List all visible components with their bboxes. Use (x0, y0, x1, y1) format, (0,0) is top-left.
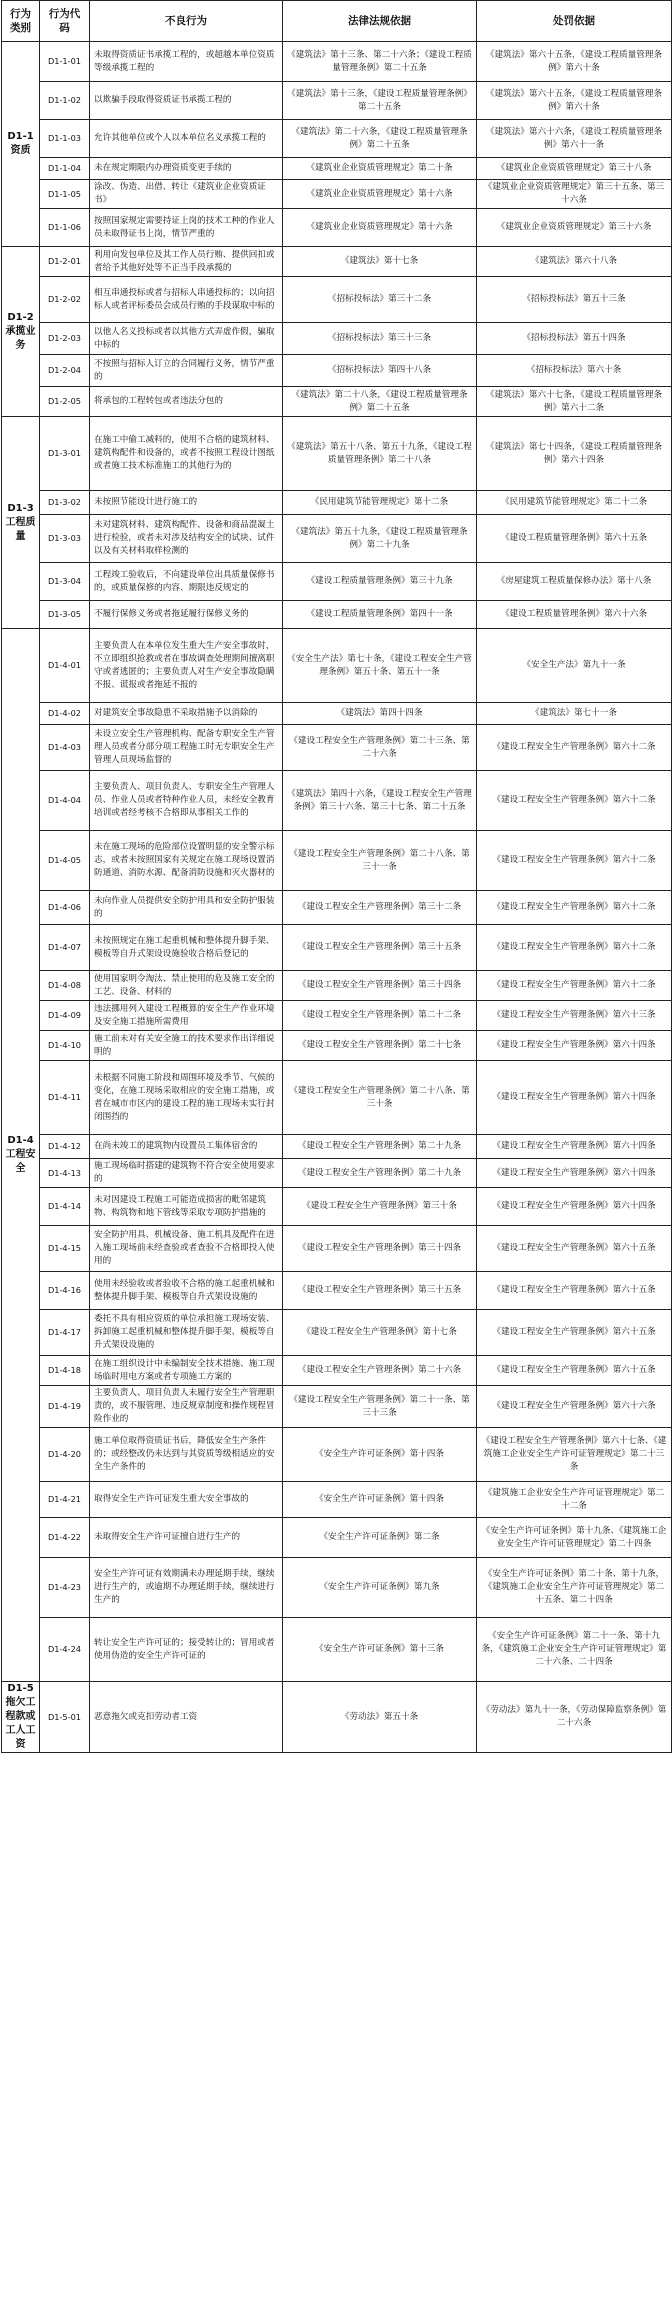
behavior-cell: 涂改、伪造、出借、转让《建筑业企业资质证书》 (90, 180, 283, 209)
behavior-cell: 以欺骗手段取得资质证书承揽工程的 (90, 82, 283, 120)
penalty-cell: 《建筑法》第七十四条，《建设工程质量管理条例》第六十四条 (477, 417, 672, 491)
header-law: 法律法规依据 (283, 1, 477, 42)
law-cell: 《建筑法》第十三条，《建设工程质量管理条例》第二十五条 (283, 82, 477, 120)
law-cell: 《建筑业企业资质管理规定》第二十条 (283, 158, 477, 180)
law-cell: 《建设工程安全生产管理条例》第三十二条 (283, 891, 477, 925)
penalty-cell: 《建筑法》第六十五条，《建设工程质量管理条例》第六十条 (477, 42, 672, 82)
penalty-cell: 《建设工程安全生产管理条例》第六十七条、《建筑施工企业安全生产许可证管理规定》第二十三条 (477, 1428, 672, 1482)
code-cell: D1-2-04 (40, 355, 90, 387)
behavior-cell: 工程竣工验收后，不向建设单位出具质量保修书的，或质量保修的内容、期限违反规定的 (90, 563, 283, 601)
penalty-cell: 《建设工程安全生产管理条例》第六十六条 (477, 1386, 672, 1428)
behavior-cell: 安全生产许可证有效期满未办理延期手续，继续进行生产的，或逾期不办理延期手续，继续进行生产的 (90, 1558, 283, 1618)
code-cell: D1-1-01 (40, 42, 90, 82)
category-cell: D1-2承揽业务 (2, 247, 40, 417)
table-row (2, 180, 672, 209)
table-row (2, 355, 672, 387)
penalty-cell: 《房屋建筑工程质量保修办法》第十八条 (477, 563, 672, 601)
table-row (2, 42, 672, 82)
code-cell: D1-2-05 (40, 387, 90, 417)
law-cell: 《建设工程安全生产管理条例》第三十五条 (283, 1272, 477, 1310)
code-cell: D1-4-05 (40, 831, 90, 891)
code-cell: D1-3-01 (40, 417, 90, 491)
code-cell: D1-1-02 (40, 82, 90, 120)
behavior-cell: 利用向发包单位及其工作人员行贿、提供回扣或者给予其他好处等不正当手段承揽的 (90, 247, 283, 277)
behavior-cell: 在尚未竣工的建筑物内设置员工集体宿舍的 (90, 1135, 283, 1159)
behavior-cell: 主要负责人在本单位发生重大生产安全事故时，不立即组织抢救或者在事故调查处理期间擅离职守或者逃匿的；主要负责人对生产安全事故隐瞒不报、谎报或者拖延不报的 (90, 629, 283, 703)
penalty-cell: 《建设工程安全生产管理条例》第六十四条 (477, 1188, 672, 1226)
behavior-cell: 未取得资质证书承揽工程的，或超越本单位资质等级承揽工程的 (90, 42, 283, 82)
table-row (2, 1558, 672, 1618)
table-row (2, 925, 672, 971)
penalty-cell: 《建设工程安全生产管理条例》第六十二条 (477, 925, 672, 971)
behavior-cell: 违法挪用列入建设工程概算的安全生产作业环境及安全施工措施所需费用 (90, 1001, 283, 1031)
behavior-cell: 未在施工现场的危险部位设置明显的安全警示标志，或者未按照国家有关规定在施工现场设置消防通道、消防水源、配备消防设施和灭火器材的 (90, 831, 283, 891)
penalty-cell: 《招标投标法》第五十三条 (477, 277, 672, 323)
code-cell: D1-3-04 (40, 563, 90, 601)
penalty-cell: 《建设工程安全生产管理条例》第六十二条 (477, 831, 672, 891)
behavior-cell: 未对建筑材料、建筑构配件、设备和商品混凝土进行检验，或者未对涉及结构安全的试块、试件以及有关材料取样检测的 (90, 515, 283, 563)
law-cell: 《建设工程安全生产管理条例》第二十六条 (283, 1356, 477, 1386)
table-row (2, 771, 672, 831)
behavior-cell: 将承包的工程转包或者违法分包的 (90, 387, 283, 417)
table-row (2, 563, 672, 601)
behavior-cell: 转让安全生产许可证的；接受转让的；冒用或者使用伪造的安全生产许可证的 (90, 1618, 283, 1682)
penalty-cell: 《建设工程安全生产管理条例》第六十四条 (477, 1031, 672, 1061)
behavior-cell: 不履行保修义务或者拖延履行保修义务的 (90, 601, 283, 629)
code-cell: D1-4-09 (40, 1001, 90, 1031)
code-cell: D1-2-02 (40, 277, 90, 323)
table-row (2, 971, 672, 1001)
penalty-cell: 《建筑法》第六十七条，《建设工程质量管理条例》第六十二条 (477, 387, 672, 417)
code-cell: D1-4-23 (40, 1558, 90, 1618)
table-row (2, 120, 672, 158)
penalty-cell: 《建筑法》第六十五条，《建设工程质量管理条例》第六十条 (477, 82, 672, 120)
header-behavior: 不良行为 (90, 1, 283, 42)
behavior-cell: 未对因建设工程施工可能造成损害的毗邻建筑物、构筑物和地下管线等采取专项防护措施的 (90, 1188, 283, 1226)
law-cell: 《招标投标法》第四十八条 (283, 355, 477, 387)
table-row (2, 1310, 672, 1356)
header-code: 行为代码 (40, 1, 90, 42)
law-cell: 《建设工程安全生产管理条例》第二十九条 (283, 1159, 477, 1188)
penalty-cell: 《招标投标法》第六十条 (477, 355, 672, 387)
table-row (2, 1356, 672, 1386)
code-cell: D1-4-20 (40, 1428, 90, 1482)
law-cell: 《建筑法》第五十八条、第五十九条，《建设工程质量管理条例》第二十八条 (283, 417, 477, 491)
penalty-cell: 《建设工程安全生产管理条例》第六十二条 (477, 891, 672, 925)
behavior-cell: 取得安全生产许可证发生重大安全事故的 (90, 1482, 283, 1518)
penalty-cell: 《建设工程安全生产管理条例》第六十四条 (477, 1061, 672, 1135)
penalty-cell: 《建筑施工企业安全生产许可证管理规定》第二十二条 (477, 1482, 672, 1518)
law-cell: 《建筑业企业资质管理规定》第十六条 (283, 180, 477, 209)
code-cell: D1-4-18 (40, 1356, 90, 1386)
code-cell: D1-4-15 (40, 1226, 90, 1272)
law-cell: 《招标投标法》第三十三条 (283, 323, 477, 355)
penalty-cell: 《民用建筑节能管理规定》第二十二条 (477, 491, 672, 515)
behavior-cell: 恶意拖欠或克扣劳动者工资 (90, 1682, 283, 1753)
behavior-cell: 对建筑安全事故隐患不采取措施予以消除的 (90, 703, 283, 725)
regulation-table (1, 0, 672, 1753)
header-row (2, 1, 672, 42)
penalty-cell: 《建设工程安全生产管理条例》第六十二条 (477, 971, 672, 1001)
table-row (2, 323, 672, 355)
table-row (2, 82, 672, 120)
law-cell: 《民用建筑节能管理规定》第十二条 (283, 491, 477, 515)
law-cell: 《建设工程安全生产管理条例》第二十八条、第三十条 (283, 1061, 477, 1135)
code-cell: D1-4-13 (40, 1159, 90, 1188)
code-cell: D1-2-03 (40, 323, 90, 355)
law-cell: 《安全生产法》第七十条，《建设工程安全生产管理条例》第五十条、第五十一条 (283, 629, 477, 703)
penalty-cell: 《安全生产法》第九十一条 (477, 629, 672, 703)
penalty-cell: 《建设工程安全生产管理条例》第六十五条 (477, 1272, 672, 1310)
code-cell: D1-4-11 (40, 1061, 90, 1135)
table-row (2, 1188, 672, 1226)
code-cell: D1-1-04 (40, 158, 90, 180)
penalty-cell: 《建设工程安全生产管理条例》第六十四条 (477, 1135, 672, 1159)
penalty-cell: 《建设工程安全生产管理条例》第六十四条 (477, 1159, 672, 1188)
penalty-cell: 《建筑法》第六十八条 (477, 247, 672, 277)
table-row (2, 1386, 672, 1428)
penalty-cell: 《建设工程安全生产管理条例》第六十三条 (477, 1001, 672, 1031)
table-row (2, 831, 672, 891)
penalty-cell: 《建筑业企业资质管理规定》第三十八条 (477, 158, 672, 180)
category-cell: D1-4工程安全 (2, 629, 40, 1682)
table-row (2, 1031, 672, 1061)
table-row (2, 703, 672, 725)
behavior-cell: 未按照节能设计进行施工的 (90, 491, 283, 515)
table-row (2, 417, 672, 491)
table-row (2, 1226, 672, 1272)
code-cell: D1-4-08 (40, 971, 90, 1001)
law-cell: 《建设工程安全生产管理条例》第二十九条 (283, 1135, 477, 1159)
behavior-cell: 允许其他单位或个人以本单位名义承揽工程的 (90, 120, 283, 158)
code-cell: D1-1-05 (40, 180, 90, 209)
behavior-cell: 主要负责人、项目负责人、专职安全生产管理人员、作业人员或者特种作业人员，未经安全教育培训或者经考核不合格即从事相关工作的 (90, 771, 283, 831)
behavior-cell: 未取得安全生产许可证擅自进行生产的 (90, 1518, 283, 1558)
code-cell: D1-2-01 (40, 247, 90, 277)
law-cell: 《建筑法》第十七条 (283, 247, 477, 277)
law-cell: 《劳动法》第五十条 (283, 1682, 477, 1753)
table-row (2, 247, 672, 277)
code-cell: D1-4-06 (40, 891, 90, 925)
code-cell: D1-4-03 (40, 725, 90, 771)
behavior-cell: 委托不具有相应资质的单位承担施工现场安装、拆卸施工起重机械和整体提升脚手架、模板等自升式架设设施的 (90, 1310, 283, 1356)
penalty-cell: 《建设工程安全生产管理条例》第六十二条 (477, 725, 672, 771)
penalty-cell: 《安全生产许可证条例》第二十一条、第十九条，《建筑施工企业安全生产许可证管理规定》第二十六条、二十四条 (477, 1618, 672, 1682)
table-row (2, 1428, 672, 1482)
law-cell: 《建设工程安全生产管理条例》第二十一条、第三十三条 (283, 1386, 477, 1428)
table-row (2, 629, 672, 703)
penalty-cell: 《建设工程安全生产管理条例》第六十五条 (477, 1356, 672, 1386)
penalty-cell: 《建设工程安全生产管理条例》第六十二条 (477, 771, 672, 831)
law-cell: 《建筑法》第二十八条，《建设工程质量管理条例》第二十五条 (283, 387, 477, 417)
penalty-cell: 《安全生产许可证条例》第十九条、《建筑施工企业安全生产许可证管理规定》第二十四条 (477, 1518, 672, 1558)
law-cell: 《建设工程安全生产管理条例》第二十二条 (283, 1001, 477, 1031)
law-cell: 《建设工程安全生产管理条例》第三十条 (283, 1188, 477, 1226)
penalty-cell: 《建筑业企业资质管理规定》第三十六条 (477, 209, 672, 247)
category-cell: D1-5拖欠工程款或工人工资 (2, 1682, 40, 1753)
behavior-cell: 使用未经验收或者验收不合格的施工起重机械和整体提升脚手架、模板等自升式架设设施的 (90, 1272, 283, 1310)
table-row (2, 1618, 672, 1682)
table-row (2, 601, 672, 629)
table-row (2, 1482, 672, 1518)
behavior-cell: 不按照与招标人订立的合同履行义务，情节严重的 (90, 355, 283, 387)
penalty-cell: 《建筑法》第六十六条，《建设工程质量管理条例》第六十一条 (477, 120, 672, 158)
table-row (2, 1061, 672, 1135)
code-cell: D1-4-01 (40, 629, 90, 703)
header-penalty: 处罚依据 (477, 1, 672, 42)
law-cell: 《建设工程安全生产管理条例》第三十四条 (283, 971, 477, 1001)
category-cell: D1-1资质 (2, 42, 40, 247)
behavior-cell: 以他人名义投标或者以其他方式弄虚作假，骗取中标的 (90, 323, 283, 355)
table-row (2, 209, 672, 247)
code-cell: D1-3-02 (40, 491, 90, 515)
behavior-cell: 在施工组织设计中未编制安全技术措施、施工现场临时用电方案或者专项施工方案的 (90, 1356, 283, 1386)
penalty-cell: 《建设工程安全生产管理条例》第六十五条 (477, 1226, 672, 1272)
category-cell: D1-3工程质量 (2, 417, 40, 629)
behavior-cell: 施工单位取得资质证书后，降低安全生产条件的；或经整改仍未达到与其资质等级相适应的安全生产条件的 (90, 1428, 283, 1482)
code-cell: D1-4-10 (40, 1031, 90, 1061)
code-cell: D1-4-19 (40, 1386, 90, 1428)
table-row (2, 891, 672, 925)
code-cell: D1-4-21 (40, 1482, 90, 1518)
law-cell: 《建设工程安全生产管理条例》第十七条 (283, 1310, 477, 1356)
law-cell: 《建筑法》第二十六条，《建设工程质量管理条例》第二十五条 (283, 120, 477, 158)
law-cell: 《建设工程安全生产管理条例》第三十五条 (283, 925, 477, 971)
code-cell: D1-1-03 (40, 120, 90, 158)
penalty-cell: 《建设工程质量管理条例》第六十六条 (477, 601, 672, 629)
law-cell: 《建设工程安全生产管理条例》第二十三条、第二十六条 (283, 725, 477, 771)
law-cell: 《建筑法》第四十四条 (283, 703, 477, 725)
behavior-cell: 主要负责人、项目负责人未履行安全生产管理职责的，或不服管理、违反规章制度和操作规程冒险作业的 (90, 1386, 283, 1428)
behavior-cell: 相互串通投标或者与招标人串通投标的；以向招标人或者评标委员会成员行贿的手段谋取中标的 (90, 277, 283, 323)
code-cell: D1-3-05 (40, 601, 90, 629)
behavior-cell: 施工前未对有关安全施工的技术要求作出详细说明的 (90, 1031, 283, 1061)
law-cell: 《建设工程质量管理条例》第三十九条 (283, 563, 477, 601)
table-row (2, 515, 672, 563)
behavior-cell: 未按照规定在施工起重机械和整体提升脚手架、模板等自升式架设设施验收合格后登记的 (90, 925, 283, 971)
code-cell: D1-3-03 (40, 515, 90, 563)
header-category: 行为类别 (2, 1, 40, 42)
behavior-cell: 未在规定期限内办理资质变更手续的 (90, 158, 283, 180)
law-cell: 《招标投标法》第三十二条 (283, 277, 477, 323)
table-row (2, 1518, 672, 1558)
penalty-cell: 《建筑法》第七十一条 (477, 703, 672, 725)
law-cell: 《建筑法》第五十九条，《建设工程质量管理条例》第二十九条 (283, 515, 477, 563)
behavior-cell: 安全防护用具、机械设备、施工机具及配件在进入施工现场前未经查验或者查验不合格即投入使用的 (90, 1226, 283, 1272)
code-cell: D1-4-17 (40, 1310, 90, 1356)
penalty-cell: 《劳动法》第九十一条，《劳动保障监察条例》第二十六条 (477, 1682, 672, 1753)
code-cell: D1-4-04 (40, 771, 90, 831)
code-cell: D1-4-07 (40, 925, 90, 971)
behavior-cell: 在施工中偷工减料的，使用不合格的建筑材料、建筑构配件和设备的，或者不按照工程设计图纸或者施工技术标准施工的其他行为的 (90, 417, 283, 491)
law-cell: 《安全生产许可证条例》第十四条 (283, 1428, 477, 1482)
behavior-cell: 使用国家明令淘汰、禁止使用的危及施工安全的工艺、设备、材料的 (90, 971, 283, 1001)
law-cell: 《建设工程安全生产管理条例》第三十四条 (283, 1226, 477, 1272)
table-row (2, 1001, 672, 1031)
law-cell: 《建设工程安全生产管理条例》第二十七条 (283, 1031, 477, 1061)
code-cell: D1-4-12 (40, 1135, 90, 1159)
table-row (2, 158, 672, 180)
penalty-cell: 《建设工程质量管理条例》第六十五条 (477, 515, 672, 563)
code-cell: D1-4-24 (40, 1618, 90, 1682)
law-cell: 《安全生产许可证条例》第九条 (283, 1558, 477, 1618)
behavior-cell: 未根据不同施工阶段和周围环境及季节、气候的变化，在施工现场采取相应的安全施工措施，或者在城市市区内的建设工程的施工现场未实行封闭围挡的 (90, 1061, 283, 1135)
behavior-cell: 施工现场临时搭建的建筑物不符合安全使用要求的 (90, 1159, 283, 1188)
law-cell: 《建设工程质量管理条例》第四十一条 (283, 601, 477, 629)
law-cell: 《安全生产许可证条例》第十四条 (283, 1482, 477, 1518)
table-row (2, 1272, 672, 1310)
behavior-cell: 未向作业人员提供安全防护用具和安全防护服装的 (90, 891, 283, 925)
law-cell: 《安全生产许可证条例》第二条 (283, 1518, 477, 1558)
table-row (2, 1682, 672, 1753)
penalty-cell: 《建设工程安全生产管理条例》第六十五条 (477, 1310, 672, 1356)
law-cell: 《建筑法》第十三条、第二十六条；《建设工程质量管理条例》第二十五条 (283, 42, 477, 82)
table-row (2, 277, 672, 323)
code-cell: D1-4-14 (40, 1188, 90, 1226)
code-cell: D1-1-06 (40, 209, 90, 247)
code-cell: D1-4-16 (40, 1272, 90, 1310)
table-row (2, 725, 672, 771)
law-cell: 《建设工程安全生产管理条例》第二十八条、第三十一条 (283, 831, 477, 891)
penalty-cell: 《建筑业企业资质管理规定》第三十五条、第三十六条 (477, 180, 672, 209)
penalty-cell: 《招标投标法》第五十四条 (477, 323, 672, 355)
law-cell: 《安全生产许可证条例》第十三条 (283, 1618, 477, 1682)
table-row (2, 1159, 672, 1188)
code-cell: D1-4-02 (40, 703, 90, 725)
penalty-cell: 《安全生产许可证条例》第二十条、第十九条，《建筑施工企业安全生产许可证管理规定》第二十五条、第二十四条 (477, 1558, 672, 1618)
behavior-cell: 未设立安全生产管理机构、配备专职安全生产管理人员或者分部分项工程施工时无专职安全生产管理人员现场监督的 (90, 725, 283, 771)
code-cell: D1-4-22 (40, 1518, 90, 1558)
behavior-cell: 按照国家规定需要持证上岗的技术工种的作业人员未取得证书上岗，情节严重的 (90, 209, 283, 247)
law-cell: 《建筑业企业资质管理规定》第十六条 (283, 209, 477, 247)
law-cell: 《建筑法》第四十六条，《建设工程安全生产管理条例》第三十六条、第三十七条、第二十五条 (283, 771, 477, 831)
table-body (2, 42, 672, 1753)
table-row (2, 387, 672, 417)
table-row (2, 491, 672, 515)
code-cell: D1-5-01 (40, 1682, 90, 1753)
table-row (2, 1135, 672, 1159)
